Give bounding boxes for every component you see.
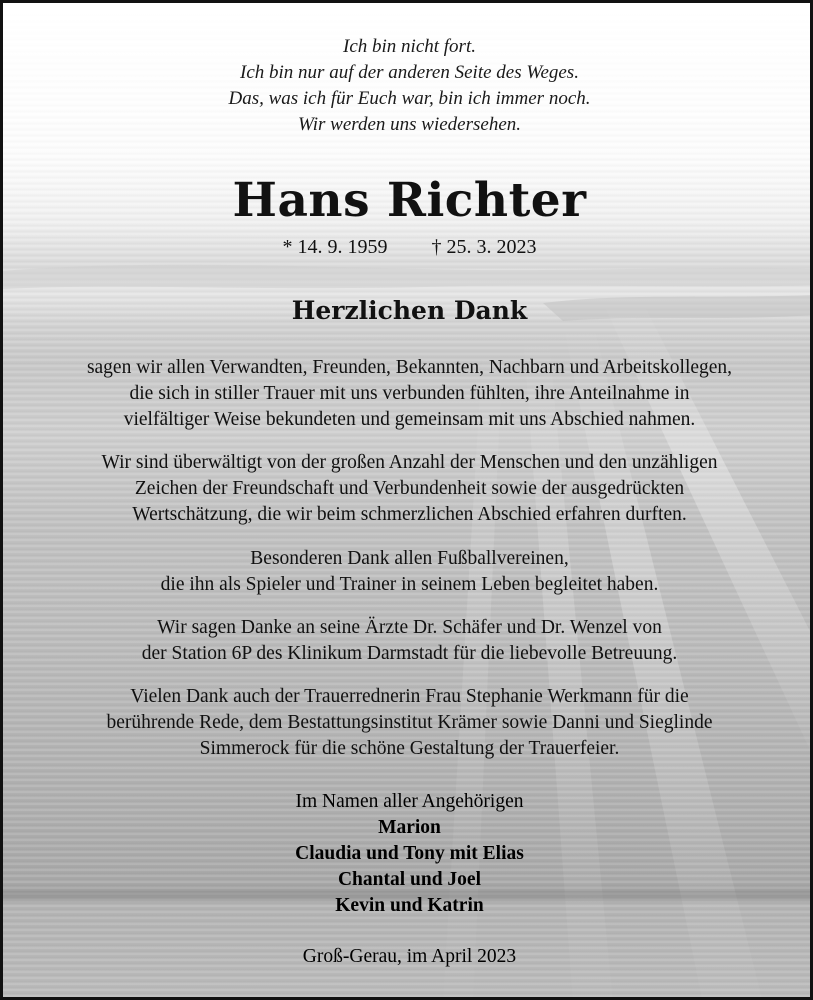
paragraph-line: Vielen Dank auch der Trauerrednerin Frau Stephanie Werkmann für die — [130, 686, 689, 707]
memorial-poem — [3, 34, 813, 138]
paragraph-line: Besonderen Dank allen Fußballvereinen, — [250, 548, 569, 569]
family-member-name: Kevin und Katrin — [335, 895, 484, 916]
thanks-paragraph — [3, 615, 813, 667]
poem-line: Ich bin nicht fort. — [343, 36, 476, 57]
death-date: † 25. 3. 2023 — [431, 236, 537, 258]
family-signoff — [3, 789, 813, 919]
family-member-name: Marion — [378, 817, 441, 838]
paragraph-line: Wir sind überwältigt von der großen Anzahl der Menschen und den unzähligen — [101, 452, 718, 473]
deceased-name: Hans Richter — [232, 173, 587, 228]
signoff-intro: Im Namen aller Angehörigen — [295, 791, 524, 812]
poem-line: Ich bin nur auf der anderen Seite des Weges. — [240, 62, 579, 83]
birth-date: * 14. 9. 1959 — [282, 236, 388, 258]
paragraph-line: berührende Rede, dem Bestattungsinstitut Krämer sowie Danni und Sieglinde — [106, 712, 713, 733]
paragraph-line: der Station 6P des Klinikum Darmstadt für die liebevolle Betreuung. — [141, 643, 678, 664]
paragraph-line: die sich in stiller Trauer mit uns verbunden fühlten, ihre Anteilnahme in — [129, 383, 690, 404]
paragraph-line: Zeichen der Freundschaft und Verbundenheit sowie der ausgedrückten — [134, 478, 685, 499]
thanks-paragraph — [3, 684, 813, 762]
paragraph-line: Wir sagen Danke an seine Ärzte Dr. Schäfer und Dr. Wenzel von — [157, 617, 662, 638]
paragraph-line: Simmerock für die schöne Gestaltung der Trauerfeier. — [199, 738, 620, 759]
life-dates — [3, 234, 813, 260]
thanks-paragraph — [3, 546, 813, 598]
paragraph-line: die ihn als Spieler und Trainer in seinem Leben begleitet haben. — [160, 574, 659, 595]
paragraph-line: sagen wir allen Verwandten, Freunden, Bekannten, Nachbarn und Arbeitskollegen, — [86, 357, 733, 378]
paragraph-line: vielfältiger Weise bekundeten und gemeinsam mit uns Abschied nahmen. — [123, 409, 696, 430]
family-member-name: Chantal und Joel — [337, 869, 482, 890]
family-member-name: Claudia und Tony mit Elias — [295, 843, 524, 864]
thanks-paragraph — [3, 450, 813, 528]
place-and-date: Groß-Gerau, im April 2023 — [302, 946, 517, 967]
thanks-paragraph — [3, 355, 813, 433]
poem-line: Wir werden uns wiedersehen. — [297, 114, 522, 135]
poem-line: Das, was ich für Euch war, bin ich immer noch. — [228, 88, 591, 109]
thanks-heading: Herzlichen Dank — [291, 296, 528, 325]
paragraph-line: Wertschätzung, die wir beim schmerzlichen Abschied erfahren durften. — [132, 504, 687, 525]
